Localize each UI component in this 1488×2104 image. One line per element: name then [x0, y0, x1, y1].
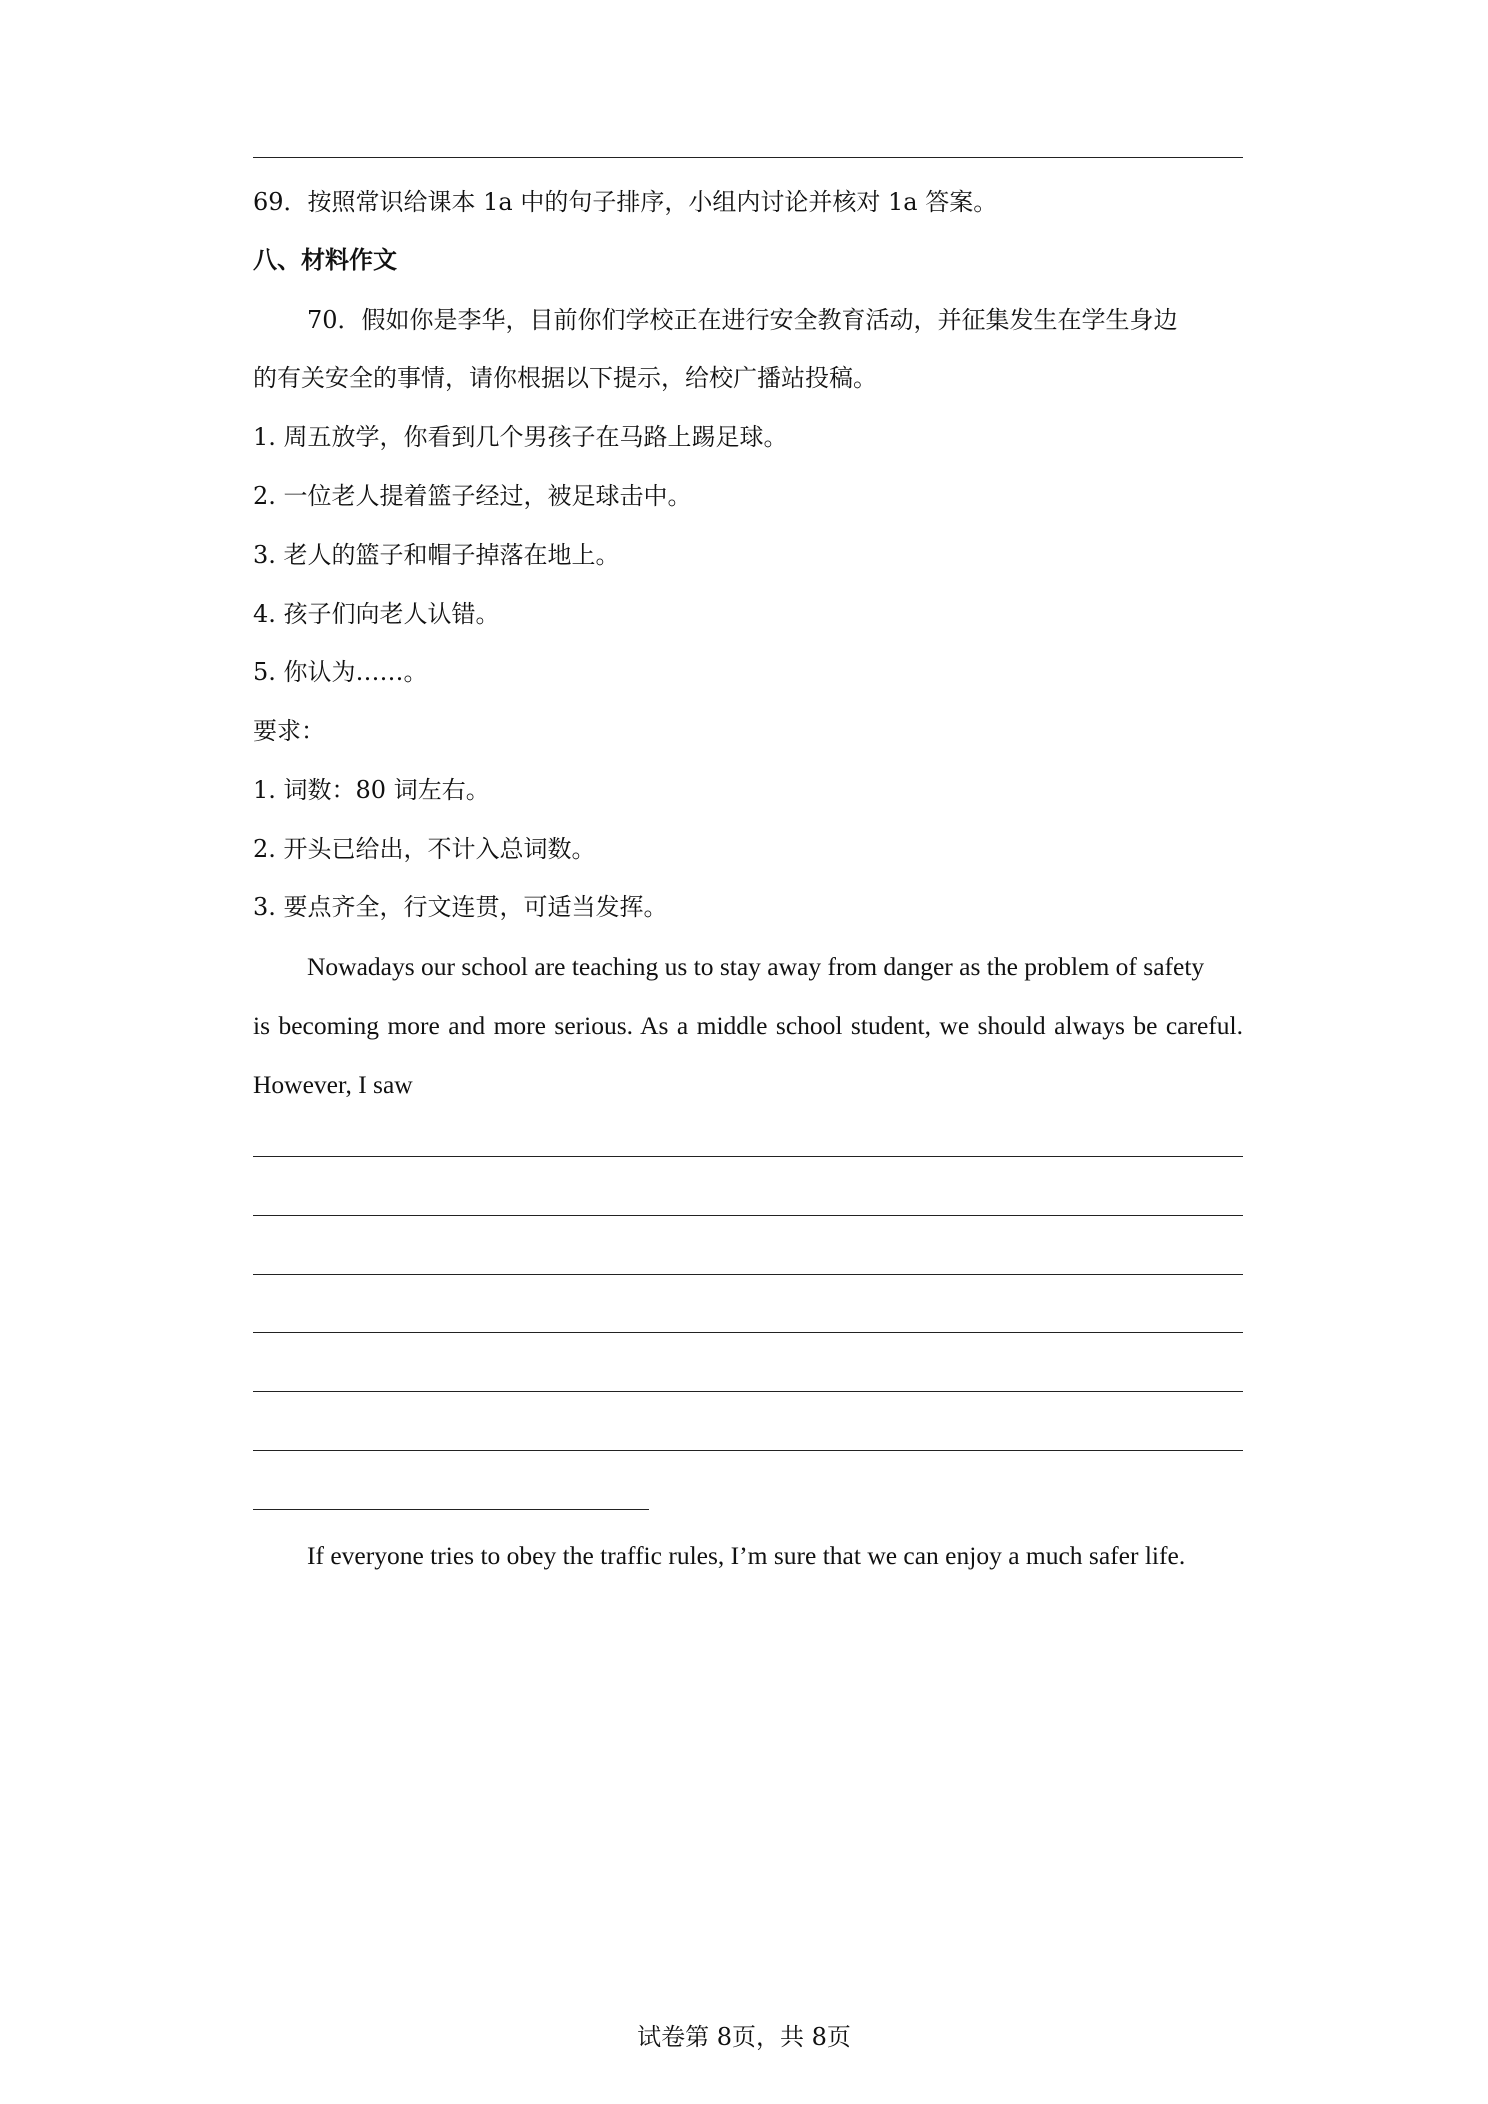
requirement-item: 2. 开头已给出，不计入总词数。 [253, 835, 596, 863]
hint-item: 5. 你认为……。 [253, 658, 428, 686]
requirements-label: 要求： [253, 717, 325, 745]
answer-line-top [253, 157, 1243, 158]
writing-line[interactable] [253, 1391, 1243, 1392]
writing-line[interactable] [253, 1215, 1243, 1216]
essay-opening-line-2: is becoming more and more serious. As a middle school student, we should always be careful. [253, 1011, 1243, 1040]
page-footer: 试卷第 8页，共 8页 [637, 2023, 851, 2051]
writing-line-short[interactable] [253, 1509, 649, 1510]
essay-opening-line-3: However, I saw [253, 1070, 413, 1099]
hint-item: 1. 周五放学，你看到几个男孩子在马路上踢足球。 [253, 423, 788, 451]
section-title: 八、材料作文 [253, 246, 397, 274]
requirement-item: 1. 词数：80 词左右。 [253, 776, 490, 804]
hint-item: 3. 老人的篮子和帽子掉落在地上。 [253, 541, 620, 569]
essay-closing: If everyone tries to obey the traffic rules, I’m sure that we can enjoy a much safer life. [307, 1541, 1186, 1570]
essay-opening-line-1: Nowadays our school are teaching us to stay away from danger as the problem of safety [307, 952, 1205, 981]
writing-line[interactable] [253, 1332, 1243, 1333]
hint-item: 2. 一位老人提着篮子经过，被足球击中。 [253, 482, 692, 510]
writing-line[interactable] [253, 1156, 1243, 1157]
question-69: 69．按照常识给课本 1a 中的句子排序，小组内讨论并核对 1a 答案。 [253, 188, 998, 216]
question-70-prompt-line-2: 的有关安全的事情，请你根据以下提示，给校广播站投稿。 [253, 364, 877, 392]
question-70-prompt-line-1: 70．假如你是李华，目前你们学校正在进行安全教育活动，并征集发生在学生身边 [307, 306, 1178, 334]
writing-line[interactable] [253, 1274, 1243, 1275]
writing-line[interactable] [253, 1450, 1243, 1451]
hint-item: 4. 孩子们向老人认错。 [253, 600, 500, 628]
requirement-item: 3. 要点齐全，行文连贯，可适当发挥。 [253, 893, 668, 921]
